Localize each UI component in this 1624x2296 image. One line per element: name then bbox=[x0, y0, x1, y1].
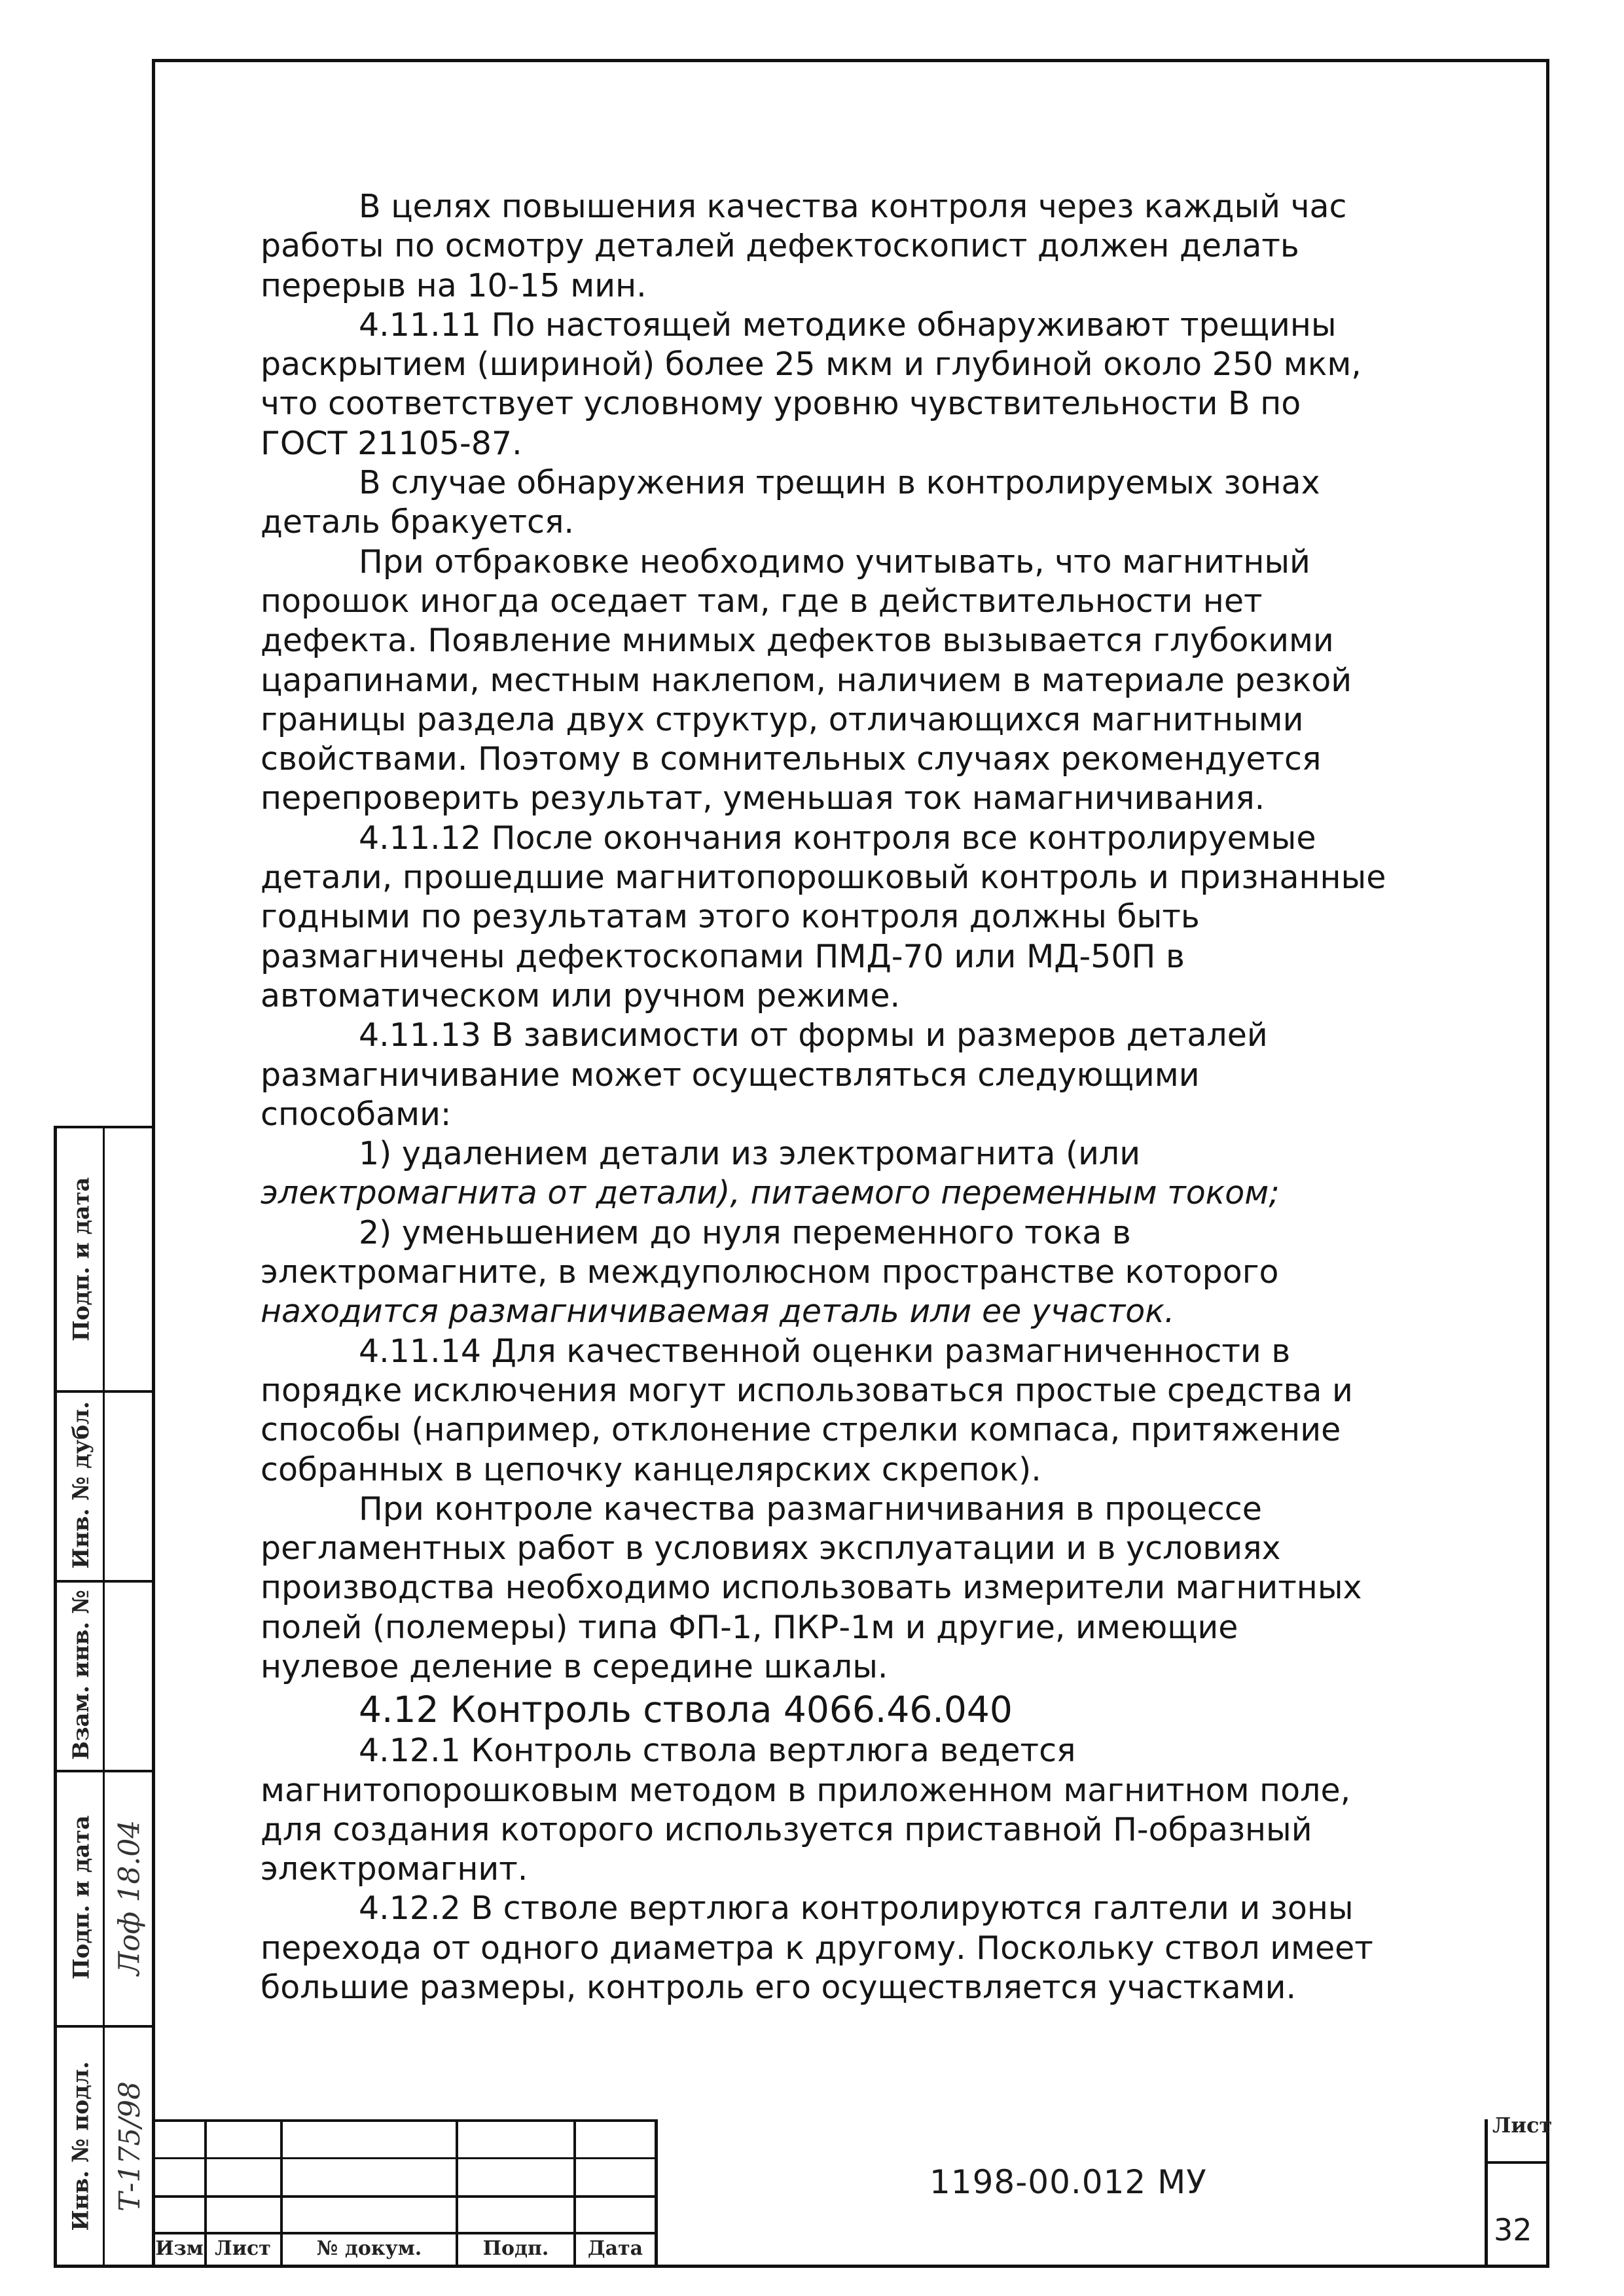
paragraph: 4.11.12 После окончания контроля все контролируемые детали, прошедшие магнитопорошковый контроль и признанные годными по результатам этого контроля должны быть размагничены дефектоскопами ПМД-70 или МД-50П в автоматическом или ручном режиме. bbox=[261, 819, 1386, 1014]
document-code: 1198-00.012 МУ bbox=[929, 2163, 1207, 2201]
title-block-signature: Подп. bbox=[482, 2237, 549, 2260]
sheet-number: 32 bbox=[1494, 2212, 1532, 2248]
stamp-label-signature-date: Подп. и дата bbox=[68, 1177, 95, 1342]
stamp-label-dup-inv: Инв. № дубл. bbox=[68, 1401, 95, 1570]
section-heading: 4.12 Контроль ствола 4066.46.040 bbox=[359, 1689, 1013, 1731]
paragraph: При отбраковке необходимо учитывать, что магнитный порошок иногда оседает там, где в действительности нет дефекта. Появление мнимых дефектов вызывается глубокими царапинами, местным наклепом, наличием в материале резкой границы раздела двух структур, отличающихся магнитными свойствами. Поэтому в сомнительных случаях рекомендуется перепроверить результат, уменьшая ток намагничивания. bbox=[261, 543, 1352, 817]
paragraph: 4.11.14 Для качественной оценки размагниченности в порядке исключения могут использоваться простые средства и способы (например, отклонение стрелки компаса, притяжение собранных в цепочку канцелярских скрепок). bbox=[261, 1332, 1353, 1488]
stamp-label-signature-date-2: Подп. и дата bbox=[68, 1815, 95, 1980]
side-stamp bbox=[54, 1126, 152, 2268]
stamp-inventory-value: Т-175/98 bbox=[113, 2081, 147, 2212]
paragraph: 4.12.1 Контроль ствола вертлюга ведется магнитопорошковым методом в приложенном магнитном поле, для создания которого используется приставной П-образный электромагнит. bbox=[261, 1732, 1351, 1888]
paragraph: 4.11.13 В зависимости от формы и размеров деталей размагничивание может осуществляться следующими способами: bbox=[261, 1016, 1268, 1133]
paragraph: В целях повышения качества контроля через каждый час работы по осмотру деталей дефектоскопист должен делать перерыв на 10-15 мин. bbox=[261, 188, 1347, 304]
title-block-izm: Изм bbox=[155, 2237, 204, 2260]
stamp-signature-value: Лоф 18.04 bbox=[113, 1820, 147, 1975]
paragraph: В случае обнаружения трещин в контролируемых зонах деталь бракуется. bbox=[261, 464, 1320, 541]
title-block-list: Лист bbox=[215, 2237, 271, 2260]
list-item-continuation: находится размагничиваемая деталь или ее участок. bbox=[261, 1293, 1175, 1331]
title-block-doc-number: № докум. bbox=[316, 2237, 422, 2260]
paragraph: 4.12.2 В стволе вертлюга контролируются галтели и зоны перехода от одного диаметра к другому. Поскольку ствол имеет большие размеры, контроль его осуществляется участками. bbox=[261, 1890, 1373, 2007]
paragraph: При контроле качества размагничивания в процессе регламентных работ в условиях эксплуатации и в условиях производства необходимо использовать измерители магнитных полей (полемеры) типа ФП-1, ПКР-1м и другие, имеющие нулевое деление в середине шкалы. bbox=[261, 1490, 1362, 1685]
sheet-label: Лист bbox=[1492, 2113, 1553, 2138]
list-item-continuation: электромагните, в междуполюсном пространстве которого bbox=[261, 1253, 1279, 1291]
list-item: 2) уменьшением до нуля переменного тока в bbox=[359, 1213, 1131, 1251]
document-body bbox=[261, 187, 1386, 2007]
title-block-date: Дата bbox=[587, 2237, 643, 2260]
paragraph: 4.11.11 По настоящей методике обнаруживают трещины раскрытием (шириной) более 25 мкм и глубиной около 250 мкм, что соответствует условному уровню чувствительности В по ГОСТ 21105-87. bbox=[261, 306, 1362, 462]
stamp-label-replace-inv: Взам. инв. № bbox=[68, 1589, 94, 1761]
list-item: 1) удалением детали из электромагнита (или bbox=[359, 1135, 1141, 1173]
list-item-continuation: электромагнита от детали), питаемого переменным током; bbox=[261, 1174, 1280, 1212]
stamp-label-original-inv: Инв. № подл. bbox=[68, 2061, 95, 2231]
